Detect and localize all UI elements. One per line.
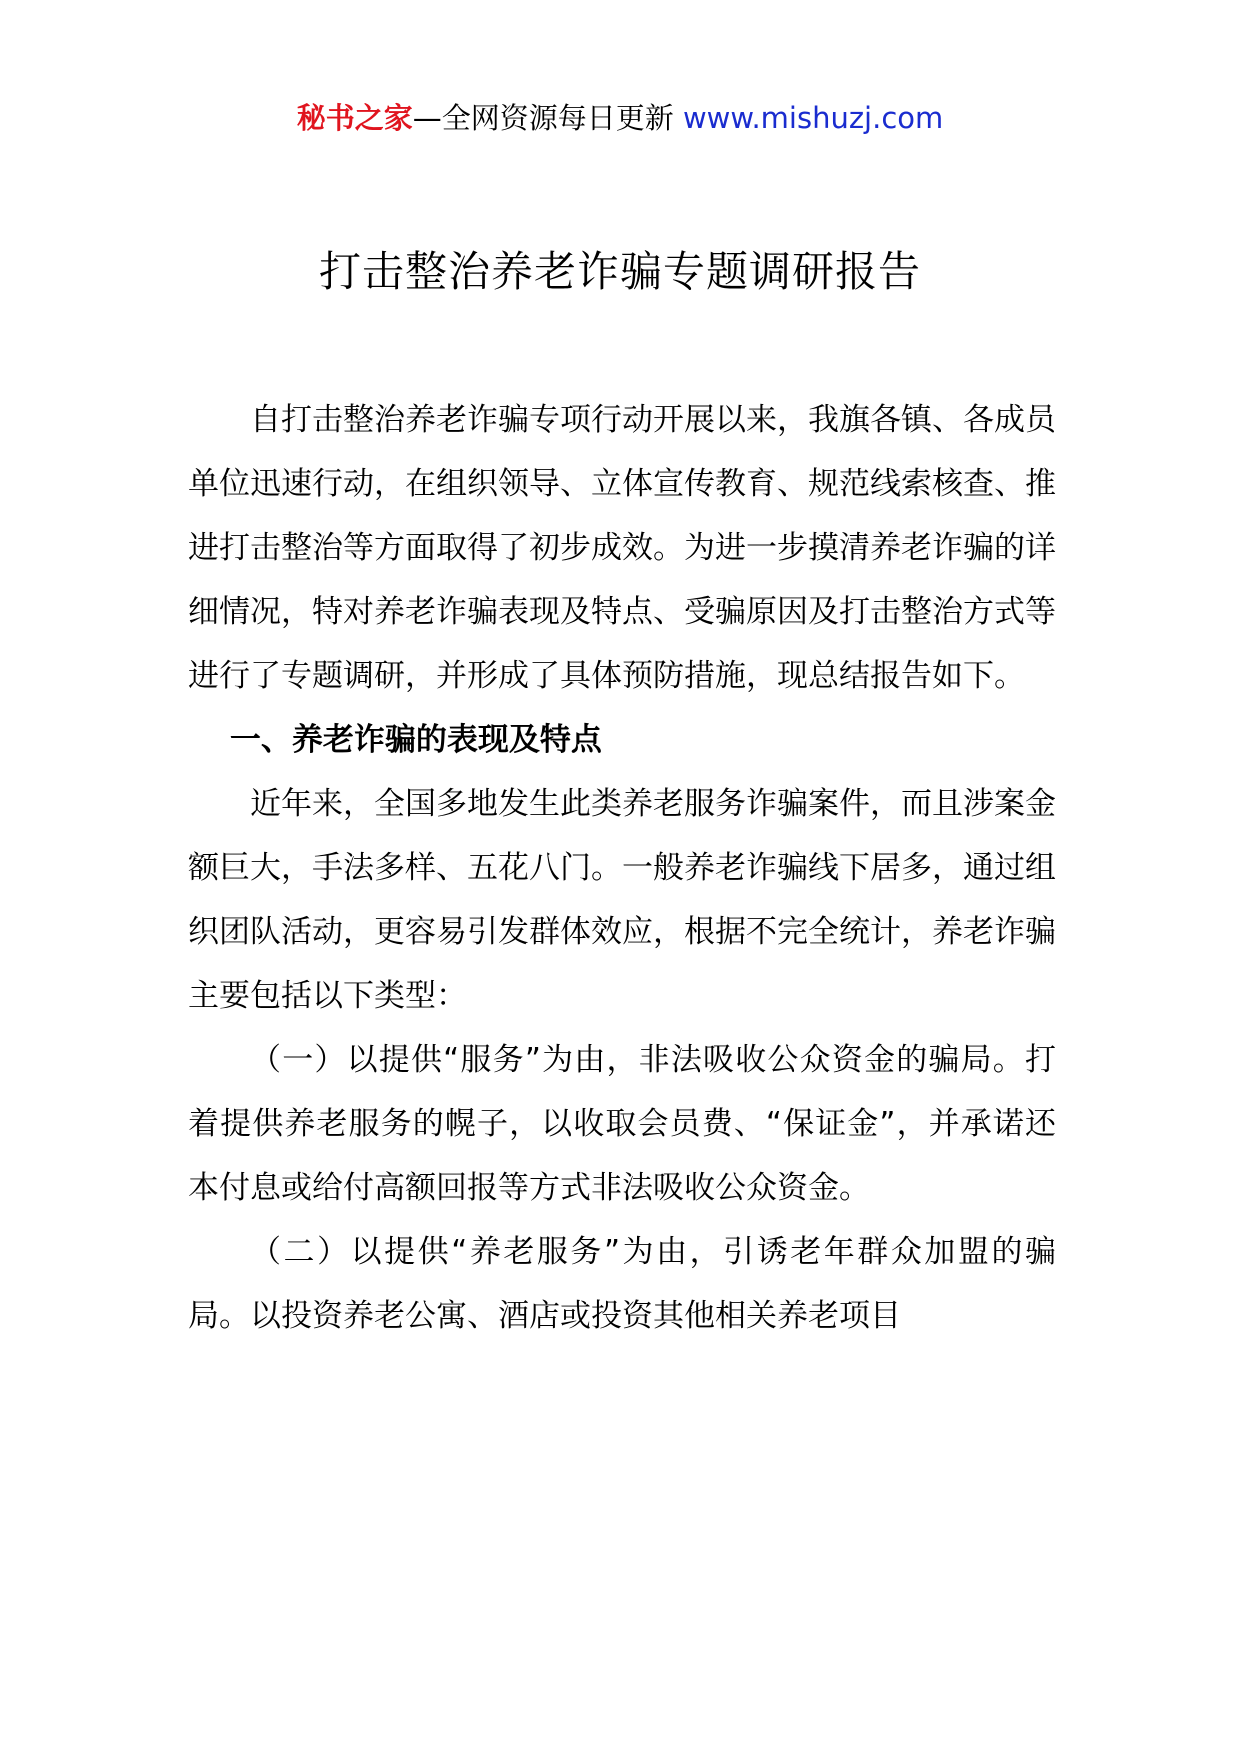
- section-heading: 一、养老诈骗的表现及特点: [229, 722, 602, 758]
- document-title: 打击整治养老诈骗专题调研报告: [318, 247, 921, 296]
- document-body: [188, 388, 1056, 1348]
- header-tagline: —全网资源每日更新: [412, 101, 683, 135]
- body-paragraph: （二）以提供“养老服务”为由，引诱老年群众加盟的骗局。以投资养老公寓、酒店或投资其他相关养老项目: [188, 1234, 1056, 1334]
- site-header: [0, 98, 1240, 138]
- intro-paragraph: 自打击整治养老诈骗专项行动开展以来，我旗各镇、各成员单位迅速行动，在组织领导、立体宣传教育、规范线索核查、推进打击整治等方面取得了初步成效。为进一步摸清养老诈骗的详细情况，特对养老诈骗表现及特点、受骗原因及打击整治方式等进行了专题调研，并形成了具体预防措施，现总结报告如下。: [188, 402, 1056, 694]
- body-paragraph: （一）以提供“服务”为由，非法吸收公众资金的骗局。打着提供养老服务的幌子，以收取会员费、“保证金”，并承诺还本付息或给付高额回报等方式非法吸收公众资金。: [188, 1042, 1056, 1206]
- site-url[interactable]: www.mishuzj.com: [682, 101, 944, 135]
- body-paragraph: 近年来，全国多地发生此类养老服务诈骗案件，而且涉案金额巨大，手法多样、五花八门。一般养老诈骗线下居多，通过组织团队活动，更容易引发群体效应，根据不完全统计，养老诈骗主要包括以下类型：: [188, 786, 1056, 1014]
- brand-name: 秘书之家: [296, 101, 413, 135]
